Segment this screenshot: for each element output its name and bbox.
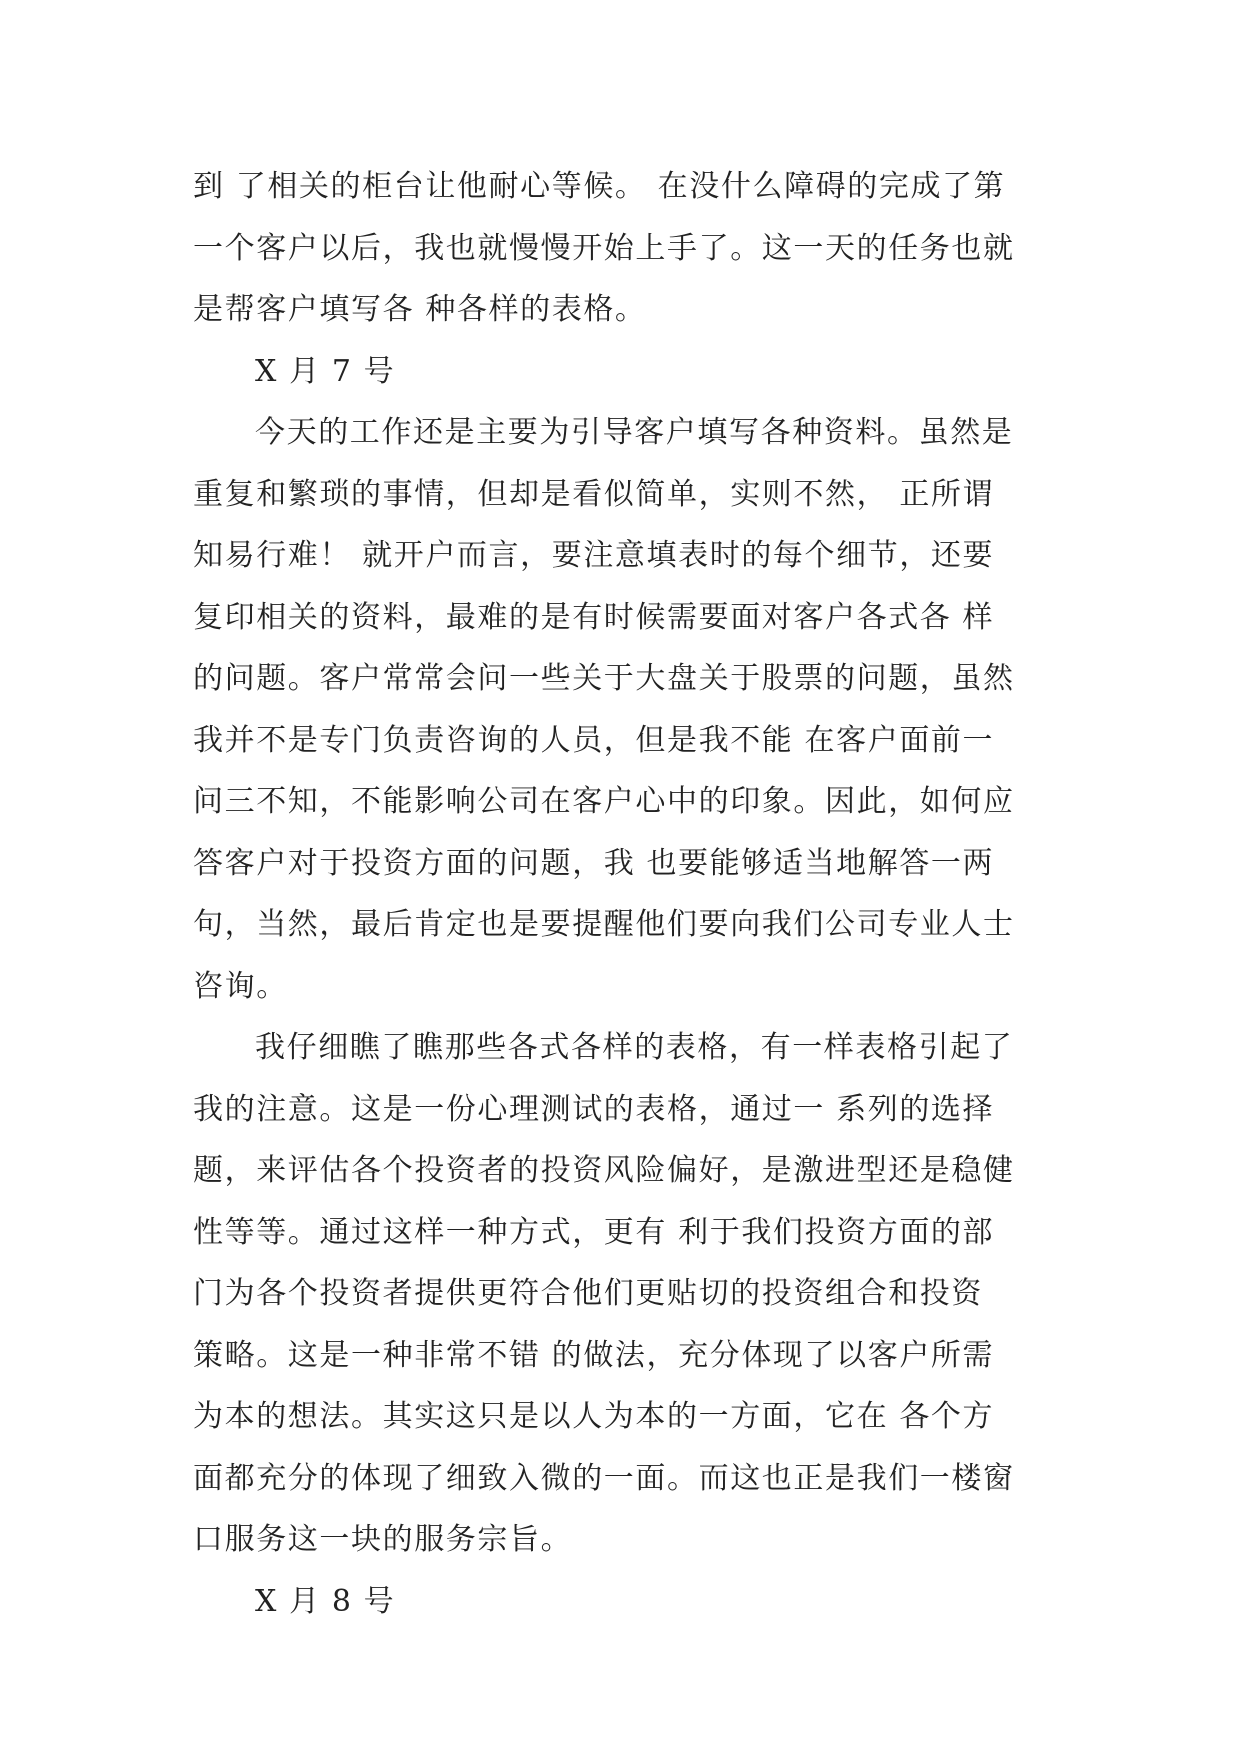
document-body — [193, 156, 1063, 1632]
date-heading: X 月 7 号 — [255, 353, 396, 389]
text-line: 门为各个投资者提供更符合他们更贴切的投资组合和投资 — [193, 1276, 983, 1311]
text-line: 重复和繁琐的事情，但却是看似简单，实则不然， 正所谓 — [193, 476, 995, 512]
paragraph-start: 我仔细瞧了瞧那些各式各样的表格，有一样表格引起了 — [255, 1030, 1014, 1065]
text-line: 是帮客户填写各 种各样的表格。 — [193, 292, 647, 327]
text-line: 复印相关的资料，最难的是有时候需要面对客户各式各 样 — [193, 599, 995, 635]
text-line: 咨询。 — [193, 968, 288, 1004]
text-line: 我并不是专门负责咨询的人员，但是我不能 在客户面前一 — [193, 722, 995, 758]
text-line: 性等等。通过这样一种方式，更有 利于我们投资方面的部 — [193, 1214, 995, 1250]
text-line: 到 了相关的柜台让他耐心等候。 在没什么障碍的完成了第 — [193, 169, 1006, 204]
text-line: 面都充分的体现了细致入微的一面。而这也正是我们一楼窗 — [193, 1460, 1015, 1496]
text-line: 答客户对于投资方面的问题，我 也要能够适当地解答一两 — [193, 845, 995, 881]
text-line: 的问题。客户常常会问一些关于大盘关于股票的问题，虽然 — [193, 661, 1015, 696]
text-line: 策略。这是一种非常不错 的做法，充分体现了以客户所需 — [193, 1337, 995, 1373]
text-line: 为本的想法。其实这只是以人为本的一方面，它在 各个方 — [193, 1399, 995, 1434]
text-line: 我的注意。这是一份心理测试的表格，通过一 系列的选择 — [193, 1091, 995, 1127]
text-line: 口服务这一块的服务宗旨。 — [193, 1522, 573, 1557]
text-line: 问三不知，不能影响公司在客户心中的印象。因此，如何应 — [193, 784, 1015, 819]
date-heading: X 月 8 号 — [255, 1583, 396, 1619]
text-line: 一个客户以后，我也就慢慢开始上手了。这一天的任务也就 — [193, 230, 1015, 266]
text-line: 知易行难！ 就开户而言，要注意填表时的每个细节，还要 — [193, 538, 995, 573]
text-line: 题，来评估各个投资者的投资风险偏好，是激进型还是稳健 — [193, 1153, 1015, 1188]
paragraph-start: 今天的工作还是主要为引导客户填写各种资料。虽然是 — [255, 415, 1014, 450]
text-line: 句，当然，最后肯定也是要提醒他们要向我们公司专业人士 — [193, 907, 1015, 942]
